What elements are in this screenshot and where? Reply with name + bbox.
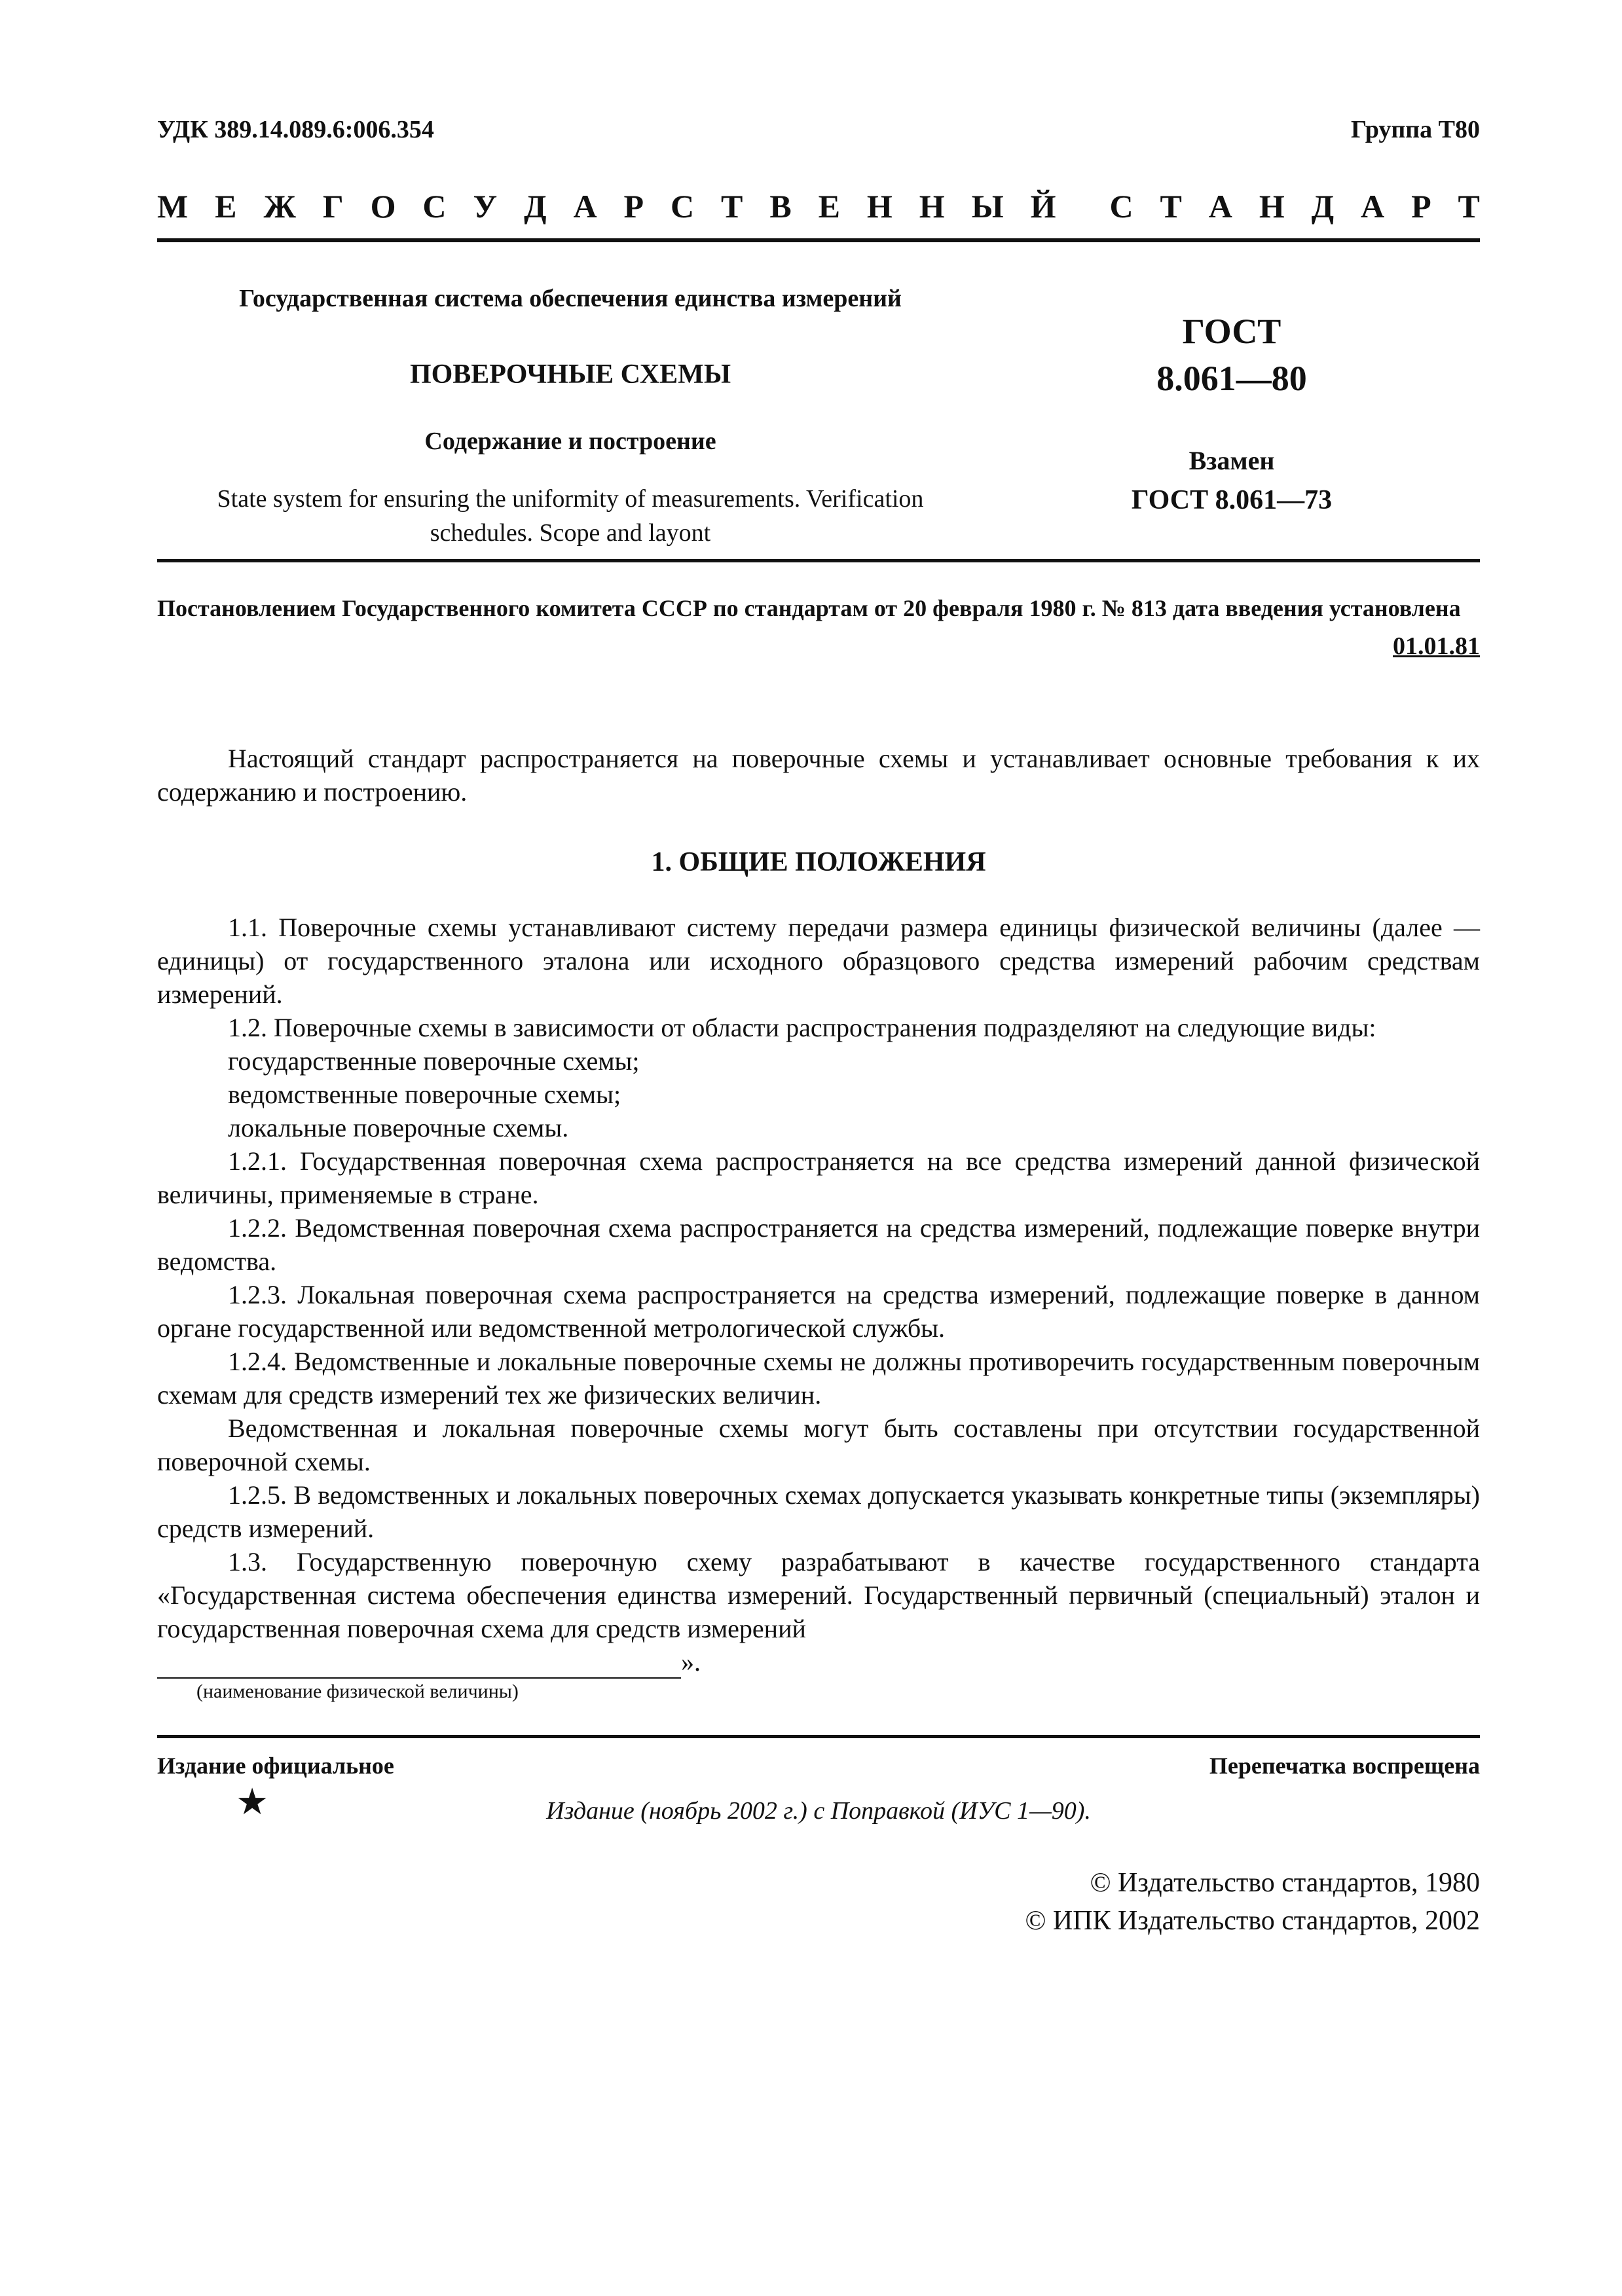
document-title: ПОВЕРОЧНЫЕ СХЕМЫ — [409, 359, 731, 390]
intro-paragraph: Настоящий стандарт распространяется на поверочные схемы и устанавливает основные требования к их содержанию и построению. — [157, 744, 1480, 807]
heading-letter: А — [573, 188, 597, 225]
section-title: 1. ОБЩИЕ ПОЛОЖЕНИЯ — [651, 847, 986, 877]
heading-letter: О — [370, 188, 396, 225]
heading-letter: Н — [919, 188, 945, 225]
interstate-standard-heading — [157, 183, 1480, 229]
blank-suffix: ». — [681, 1647, 701, 1677]
top-line — [157, 110, 1480, 149]
heading-letter: Е — [215, 188, 237, 225]
fill-in-blank-line — [157, 1645, 1480, 1679]
heading-letter: Г — [322, 188, 344, 225]
heading-letter: Ж — [263, 188, 296, 225]
heading-letter: Ы — [971, 188, 1004, 225]
heading-letter: В — [769, 188, 792, 225]
english-title — [157, 482, 984, 550]
system-title: Государственная система обеспечения единства измерений — [239, 285, 902, 312]
heading-letter: Т — [721, 188, 743, 225]
copyright-2002: © ИПК Издательство стандартов, 2002 — [1025, 1906, 1480, 1936]
no-reprint-label: Перепечатка воспрещена — [1209, 1753, 1480, 1779]
heading-letter: У — [473, 188, 498, 225]
list-item: локальные поверочные схемы. — [228, 1113, 569, 1142]
footer-line — [157, 1749, 1480, 1783]
heading-letter: Й — [1030, 188, 1056, 225]
english-title-line-2: schedules. Scope and layont — [430, 519, 711, 547]
paragraph-1-1: 1.1. Поверочные схемы устанавливают систему передачи размера единицы физической величины (далее — единицы) от государственного эталона или исходного образцового средства измерений рабочим средствам измерений. — [157, 913, 1480, 1009]
paragraph-1-3: 1.3. Государственную поверочную схему разрабатывают в качестве государственного стандарта «Государственная система обеспечения единства измерений. Государственный первичный (специальный) эталон и государственная поверочная схема для средств измерений — [157, 1547, 1480, 1643]
section-body — [157, 911, 1480, 1705]
heading-letter: Р — [623, 188, 644, 225]
gost-label: ГОСТ — [1182, 312, 1281, 351]
header-rule — [157, 238, 1480, 242]
list-item: ведомственные поверочные схемы; — [228, 1080, 621, 1109]
heading-letter: Н — [866, 188, 893, 225]
paragraph-1-2-5: 1.2.5. В ведомственных и локальных поверочных схемах допускается указывать конкретные типы (экземпляры) средств измерений. — [157, 1480, 1480, 1543]
heading-letter: А — [1208, 188, 1232, 225]
heading-letter: С — [1109, 188, 1134, 225]
replaces-value: ГОСТ 8.061—73 — [1131, 485, 1333, 515]
heading-letter: Н — [1259, 188, 1285, 225]
blank-caption: (наименование физической величины) — [196, 1681, 519, 1702]
heading-letter: Р — [1411, 188, 1431, 225]
replaces-label: Взамен — [1189, 446, 1275, 475]
title-block-right — [984, 280, 1480, 559]
copyright-block — [157, 1864, 1480, 1940]
star-icon: ★ — [236, 1782, 269, 1823]
heading-letter: М — [157, 188, 189, 225]
title-block — [157, 280, 1480, 559]
heading-letter: С — [670, 188, 695, 225]
group-code: Группа Т80 — [1350, 116, 1480, 143]
heading-letter: Е — [818, 188, 840, 225]
edition-note: Издание (ноябрь 2002 г.) с Поправкой (ИУС 1—90). — [546, 1797, 1091, 1825]
gost-designation — [984, 308, 1480, 402]
list-item: государственные поверочные схемы; — [228, 1046, 640, 1076]
paragraph-1-2-1: 1.2.1. Государственная поверочная схема распространяется на все средства измерений данной физической величины, применяемые в стране. — [157, 1146, 1480, 1209]
heading-letter: Т — [1458, 188, 1480, 225]
copyright-1980: © Издательство стандартов, 1980 — [1090, 1868, 1480, 1898]
document-page — [157, 110, 1480, 1940]
introduction-date: 01.01.81 — [1393, 632, 1480, 660]
title-block-rule — [157, 559, 1480, 562]
paragraph-1-2-4-note: Ведомственная и локальная поверочные схемы могут быть составлены при отсутствии государственной поверочной схемы. — [157, 1413, 1480, 1476]
paragraph-1-2: 1.2. Поверочные схемы в зависимости от области распространения подразделяют на следующие виды: — [228, 1013, 1376, 1042]
heading-letter: Т — [1160, 188, 1182, 225]
heading-letter: Д — [524, 188, 547, 225]
document-subtitle: Содержание и построение — [424, 428, 716, 455]
udk-code: УДК 389.14.089.6:006.354 — [157, 116, 434, 143]
english-title-line-1: State system for ensuring the uniformity of measurements. Verification — [217, 485, 924, 513]
footer-rule — [157, 1735, 1480, 1738]
fill-in-blank — [157, 1651, 681, 1679]
heading-letter: Д — [1311, 188, 1335, 225]
heading-letter: С — [422, 188, 447, 225]
decree-text: Постановлением Государственного комитета СССР по стандартам от 20 февраля 1980 г. № 813 дата введения установлена — [157, 595, 1461, 621]
paragraph-1-2-2: 1.2.2. Ведомственная поверочная схема распространяется на средства измерений, подлежащие поверке внутри ведомства. — [157, 1213, 1480, 1276]
heading-letter: А — [1361, 188, 1385, 225]
paragraph-1-2-4: 1.2.4. Ведомственные и локальные поверочные схемы не должны противоречить государственным поверочным схемам для средств измерений тех же физических величин. — [157, 1347, 1480, 1410]
paragraph-1-2-3: 1.2.3. Локальная поверочная схема распространяется на средства измерений, подлежащие поверке в данном органе государственной или ведомственной метрологической службы. — [157, 1280, 1480, 1343]
title-block-left — [157, 280, 984, 559]
gost-number: 8.061—80 — [1156, 359, 1307, 398]
decree-date — [157, 628, 1480, 665]
official-edition-label: Издание официальное — [157, 1753, 394, 1779]
